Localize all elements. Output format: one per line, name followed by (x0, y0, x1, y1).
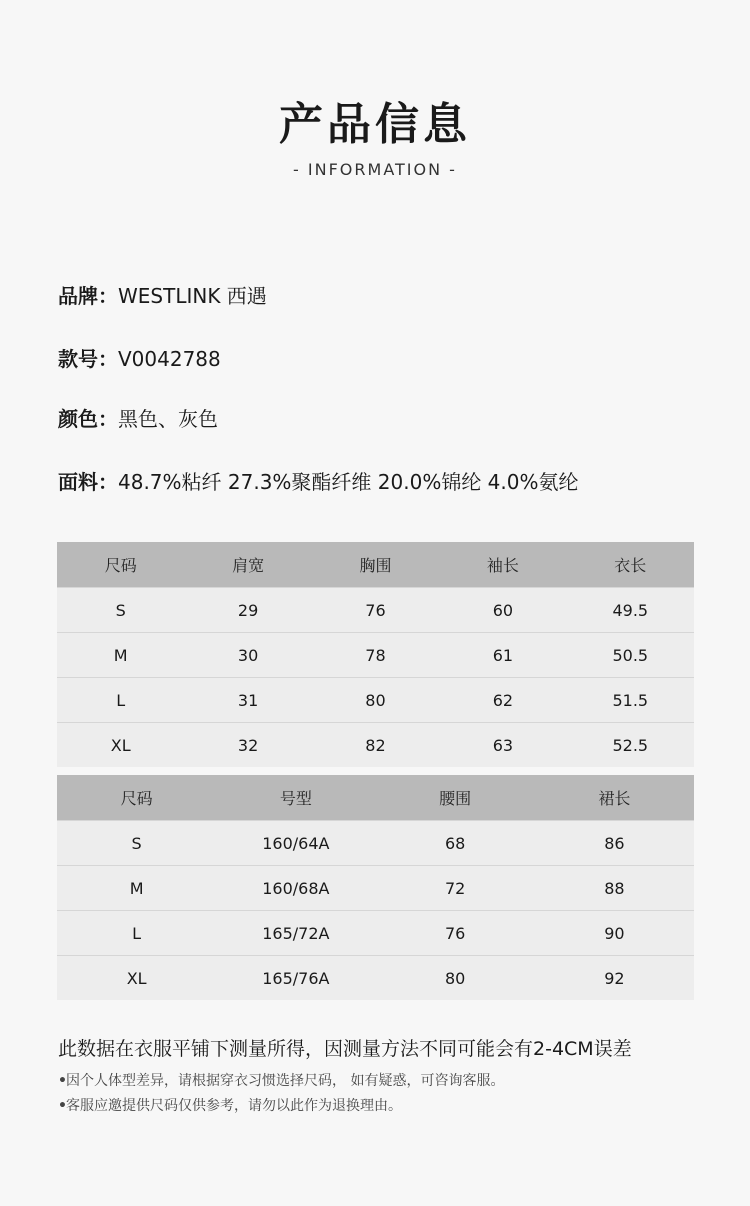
table-row (57, 633, 694, 678)
table-cell: XL (57, 956, 216, 1001)
column-header: 肩宽 (184, 542, 311, 588)
table-row (57, 588, 694, 633)
style-number-row (58, 343, 221, 372)
brand-label: 品牌： (58, 284, 118, 308)
note-item (58, 1095, 402, 1115)
table-cell: 80 (376, 956, 535, 1001)
bullet-icon: • (58, 1073, 67, 1089)
table-cell: 49.5 (567, 588, 694, 633)
table-cell: 80 (312, 678, 439, 723)
table-cell: 86 (535, 821, 694, 866)
table-cell: 88 (535, 866, 694, 911)
table-header-row (57, 775, 694, 821)
table-cell: 31 (184, 678, 311, 723)
fabric-row (58, 466, 579, 495)
page-subtitle: - INFORMATION - (293, 160, 457, 179)
table-cell: S (57, 588, 184, 633)
table-cell: 160/64A (216, 821, 375, 866)
bullet-icon: • (58, 1098, 67, 1114)
table-cell: 32 (184, 723, 311, 768)
brand-row (58, 280, 267, 309)
table-cell: L (57, 678, 184, 723)
table-cell: 50.5 (567, 633, 694, 678)
style-number-label: 款号： (58, 347, 118, 371)
column-header: 尺码 (57, 775, 216, 821)
table-cell: 61 (439, 633, 566, 678)
table-cell: 68 (376, 821, 535, 866)
table-row (57, 911, 694, 956)
table-cell: 92 (535, 956, 694, 1001)
bottom-size-table (57, 775, 694, 1000)
note-item (58, 1070, 504, 1090)
table-row (57, 866, 694, 911)
table-cell: 82 (312, 723, 439, 768)
brand-value: WESTLINK 西遇 (118, 284, 267, 308)
table-cell: 76 (312, 588, 439, 633)
table-cell: 51.5 (567, 678, 694, 723)
table-cell: M (57, 866, 216, 911)
column-header: 衣长 (567, 542, 694, 588)
column-header: 腰围 (376, 775, 535, 821)
note-text: 因个人体型差异，请根据穿衣习惯选择尺码， 如有疑惑，可咨询客服。 (66, 1073, 505, 1089)
fabric-value: 48.7%粘纤 27.3%聚酯纤维 20.0%锦纶 4.0%氨纶 (118, 470, 579, 494)
table-row (57, 723, 694, 768)
column-header: 尺码 (57, 542, 184, 588)
fabric-label: 面料： (58, 470, 118, 494)
column-header: 号型 (216, 775, 375, 821)
style-number-value: V0042788 (118, 347, 221, 371)
table-cell: 76 (376, 911, 535, 956)
page-title: 产品信息 (279, 99, 471, 150)
table-cell: 90 (535, 911, 694, 956)
table-cell: 29 (184, 588, 311, 633)
table-cell: S (57, 821, 216, 866)
table-cell: 63 (439, 723, 566, 768)
column-header: 袖长 (439, 542, 566, 588)
measurement-note: 此数据在衣服平铺下测量所得，因测量方法不同可能会有2-4CM误差 (58, 1038, 632, 1060)
note-text: 客服应邀提供尺码仅供参考，请勿以此作为退换理由。 (66, 1098, 402, 1114)
table-row (57, 821, 694, 866)
color-row (58, 403, 218, 432)
table-cell: 30 (184, 633, 311, 678)
table-cell: XL (57, 723, 184, 768)
table-cell: 72 (376, 866, 535, 911)
color-value: 黑色、灰色 (118, 407, 218, 431)
table-row (57, 678, 694, 723)
top-size-table (57, 542, 694, 767)
table-cell: 165/76A (216, 956, 375, 1001)
table-cell: 62 (439, 678, 566, 723)
table-cell: M (57, 633, 184, 678)
table-cell: 165/72A (216, 911, 375, 956)
table-header-row (57, 542, 694, 588)
table-cell: 78 (312, 633, 439, 678)
column-header: 裙长 (535, 775, 694, 821)
table-cell: 52.5 (567, 723, 694, 768)
table-row (57, 956, 694, 1001)
table-cell: 160/68A (216, 866, 375, 911)
table-cell: 60 (439, 588, 566, 633)
column-header: 胸围 (312, 542, 439, 588)
table-cell: L (57, 911, 216, 956)
color-label: 颜色： (58, 407, 118, 431)
